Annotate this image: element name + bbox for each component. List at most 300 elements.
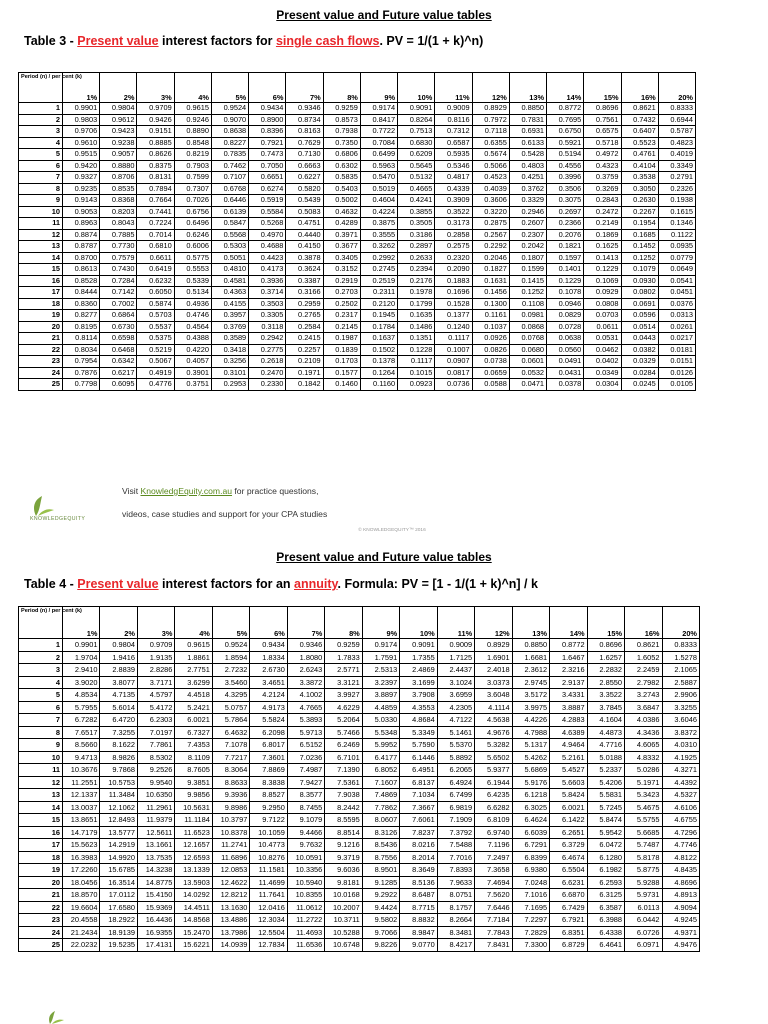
- factor-cell: 0.5553: [174, 264, 211, 276]
- factor-cell: 0.9901: [63, 103, 100, 115]
- factor-cell: 0.9143: [63, 195, 100, 207]
- factor-cell: 0.7350: [323, 137, 360, 149]
- column-header: 4%: [174, 73, 211, 103]
- factor-cell: 0.1821: [547, 241, 584, 253]
- table4-heading-mid: interest factors for an: [158, 577, 295, 591]
- factor-cell: 5.4262: [512, 751, 549, 764]
- factor-cell: 0.1300: [472, 298, 509, 310]
- period-cell: 23: [19, 356, 63, 368]
- factor-cell: 0.8396: [249, 126, 286, 138]
- factor-cell: 0.0703: [584, 310, 621, 322]
- column-header: 9%: [362, 607, 399, 639]
- factor-cell: 4.4518: [175, 689, 212, 702]
- factor-cell: 0.6227: [286, 172, 323, 184]
- factor-cell: 0.3624: [286, 264, 323, 276]
- column-header: 12%: [472, 73, 509, 103]
- factor-cell: 0.7938: [323, 126, 360, 138]
- factor-cell: 0.7599: [174, 172, 211, 184]
- factor-cell: 5.9952: [362, 739, 399, 752]
- period-cell: 2: [19, 114, 63, 126]
- column-header: 7%: [287, 607, 324, 639]
- factor-cell: 8.5436: [362, 839, 399, 852]
- factor-cell: 0.9610: [63, 137, 100, 149]
- table3-heading-prefix: Table 3 -: [24, 34, 78, 48]
- factor-cell: 11.0612: [287, 901, 324, 914]
- factor-cell: 6.8729: [550, 939, 587, 952]
- factor-cell: 0.1264: [360, 367, 397, 379]
- factor-cell: 10.4773: [250, 839, 287, 852]
- factor-cell: 5.4206: [587, 776, 624, 789]
- factor-cell: 13.7986: [212, 926, 249, 939]
- factor-cell: 0.7664: [137, 195, 174, 207]
- column-header: 20%: [662, 607, 700, 639]
- factor-cell: 0.5787: [658, 126, 695, 138]
- factor-cell: 0.1599: [509, 264, 546, 276]
- factor-cell: 10.5753: [100, 776, 137, 789]
- factor-cell: 9.9856: [175, 789, 212, 802]
- factor-cell: 0.9174: [362, 639, 399, 652]
- period-cell: 17: [19, 287, 63, 299]
- table-row: [19, 839, 700, 852]
- factor-cell: 9.1079: [287, 814, 324, 827]
- factor-cell: 3.4651: [250, 676, 287, 689]
- factor-cell: 0.5439: [286, 195, 323, 207]
- factor-cell: 0.1615: [658, 206, 695, 218]
- factor-cell: 0.1401: [547, 264, 584, 276]
- factor-cell: 4.2305: [437, 701, 474, 714]
- factor-cell: 0.0443: [621, 333, 658, 345]
- factor-cell: 4.1114: [475, 701, 512, 714]
- factor-cell: 4.4226: [512, 714, 549, 727]
- column-header: 8%: [325, 607, 362, 639]
- factor-cell: 7.0248: [512, 876, 549, 889]
- factor-cell: 8.7556: [362, 851, 399, 864]
- factor-cell: 7.0236: [287, 751, 324, 764]
- factor-cell: 3.6048: [475, 689, 512, 702]
- factor-cell: 0.2875: [472, 218, 509, 230]
- factor-cell: 0.3329: [509, 195, 546, 207]
- factor-cell: 0.0402: [584, 356, 621, 368]
- factor-cell: 3.6847: [625, 701, 662, 714]
- factor-cell: 0.2575: [435, 241, 472, 253]
- factor-cell: 2.9410: [63, 664, 100, 677]
- pv-annuity-table: [18, 606, 700, 952]
- factor-cell: 10.3676: [63, 764, 100, 777]
- factor-cell: 0.5303: [211, 241, 248, 253]
- period-cell: 20: [19, 321, 63, 333]
- column-header: 16%: [625, 607, 662, 639]
- table-row: [19, 701, 700, 714]
- factor-cell: 0.5568: [211, 229, 248, 241]
- factor-cell: 5.2421: [175, 701, 212, 714]
- factor-cell: 12.6593: [175, 851, 212, 864]
- factor-cell: 2.5771: [325, 664, 362, 677]
- factor-cell: 0.0560: [547, 344, 584, 356]
- factor-cell: 0.3875: [360, 218, 397, 230]
- table4-heading-red1: Present value: [77, 577, 159, 591]
- period-cell: 19: [19, 864, 63, 877]
- factor-cell: 0.5339: [174, 275, 211, 287]
- factor-cell: 0.6663: [286, 160, 323, 172]
- factor-cell: 4.3295: [212, 689, 249, 702]
- factor-cell: 17.4131: [137, 939, 174, 952]
- table-row: [19, 310, 696, 322]
- factor-cell: 0.0471: [509, 379, 546, 391]
- factor-cell: 0.3909: [435, 195, 472, 207]
- factor-cell: 3.6046: [662, 714, 700, 727]
- factor-cell: 8.5302: [137, 751, 174, 764]
- factor-cell: 6.4951: [400, 764, 437, 777]
- period-cell: 19: [19, 310, 63, 322]
- factor-cell: 16.3983: [63, 851, 100, 864]
- factor-cell: 4.7296: [662, 826, 700, 839]
- factor-cell: 3.2743: [625, 689, 662, 702]
- factor-cell: 13.1630: [212, 901, 249, 914]
- factor-cell: 11.3484: [100, 789, 137, 802]
- factor-cell: 0.2897: [398, 241, 435, 253]
- factor-cell: 0.8890: [174, 126, 211, 138]
- factor-cell: 0.8734: [286, 114, 323, 126]
- factor-cell: 0.2502: [323, 298, 360, 310]
- factor-cell: 8.1109: [175, 751, 212, 764]
- table-row: [19, 379, 696, 391]
- factor-cell: 0.2330: [249, 379, 286, 391]
- factor-cell: 0.9803: [63, 114, 100, 126]
- column-header: 10%: [400, 607, 437, 639]
- factor-cell: 0.6830: [398, 137, 435, 149]
- factor-cell: 0.3936: [249, 275, 286, 287]
- table-row: [19, 664, 700, 677]
- column-header: 1%: [63, 73, 100, 103]
- factor-cell: 0.0868: [509, 321, 546, 333]
- factor-cell: 0.6598: [100, 333, 137, 345]
- factor-cell: 6.6231: [550, 876, 587, 889]
- factor-cell: 1.6901: [475, 651, 512, 664]
- factor-cell: 11.1184: [175, 814, 212, 827]
- period-cell: 20: [19, 876, 63, 889]
- factor-cell: 0.3555: [360, 229, 397, 241]
- factor-cell: 6.7327: [175, 726, 212, 739]
- table4-header-row: [19, 607, 700, 639]
- factor-cell: 0.3855: [398, 206, 435, 218]
- factor-cell: 4.9676: [475, 726, 512, 739]
- table-row: [19, 298, 696, 310]
- visit-text: [122, 486, 319, 496]
- factor-cell: 2.6730: [250, 664, 287, 677]
- factor-cell: 0.5703: [137, 310, 174, 322]
- column-header: 20%: [658, 73, 695, 103]
- factor-cell: 0.7130: [286, 149, 323, 161]
- factor-cell: 16.4436: [137, 914, 174, 927]
- factor-cell: 0.6810: [137, 241, 174, 253]
- factor-cell: 9.7632: [287, 839, 324, 852]
- table-row: [19, 926, 700, 939]
- factor-cell: 0.4581: [211, 275, 248, 287]
- factor-cell: 7.1078: [212, 739, 249, 752]
- factor-cell: 5.8474: [587, 814, 624, 827]
- factor-cell: 0.8621: [621, 103, 658, 115]
- period-cell: 22: [19, 901, 63, 914]
- factor-cell: 7.3792: [437, 826, 474, 839]
- factor-cell: 0.1252: [621, 252, 658, 264]
- column-header: 6%: [249, 73, 286, 103]
- factor-cell: 0.0284: [621, 367, 658, 379]
- factor-cell: 0.8929: [472, 103, 509, 115]
- factor-cell: 0.0304: [584, 379, 621, 391]
- factor-cell: 0.1827: [472, 264, 509, 276]
- factor-cell: 0.8772: [547, 103, 584, 115]
- factor-cell: 6.7499: [437, 789, 474, 802]
- factor-cell: 0.8850: [509, 103, 546, 115]
- factor-cell: 0.8706: [100, 172, 137, 184]
- factor-cell: 0.2843: [584, 195, 621, 207]
- period-cell: 6: [19, 160, 63, 172]
- period-cell: 5: [19, 149, 63, 161]
- factor-cell: 4.0386: [625, 714, 662, 727]
- knowledgequity-logo: [22, 492, 92, 526]
- factor-cell: 0.7835: [211, 149, 248, 161]
- factor-cell: 9.4466: [287, 826, 324, 839]
- factor-cell: 0.1842: [286, 379, 323, 391]
- factor-cell: 7.8237: [400, 826, 437, 839]
- factor-cell: 0.0376: [658, 298, 695, 310]
- period-cell: 2: [19, 651, 63, 664]
- factor-cell: 0.8368: [100, 195, 137, 207]
- factor-cell: 0.3714: [249, 287, 286, 299]
- factor-cell: 0.3220: [472, 206, 509, 218]
- factor-cell: 7.3658: [475, 864, 512, 877]
- factor-cell: 12.3034: [250, 914, 287, 927]
- factor-cell: 0.8963: [63, 218, 100, 230]
- table-row: [19, 126, 696, 138]
- factor-cell: 0.2311: [360, 287, 397, 299]
- factor-cell: 4.6229: [325, 701, 362, 714]
- factor-cell: 4.2124: [250, 689, 287, 702]
- factor-cell: 0.4823: [658, 137, 695, 149]
- factor-cell: 0.6944: [658, 114, 695, 126]
- factor-cell: 4.1002: [287, 689, 324, 702]
- knowledgequity-link[interactable]: KnowledgEquity.com.au: [140, 486, 233, 496]
- factor-cell: 6.4674: [550, 851, 587, 864]
- factor-cell: 0.5874: [137, 298, 174, 310]
- factor-cell: 0.7921: [249, 137, 286, 149]
- factor-cell: 5.1317: [512, 739, 549, 752]
- factor-cell: 5.5824: [250, 714, 287, 727]
- factor-cell: 5.5348: [362, 726, 399, 739]
- table-row: [19, 726, 700, 739]
- factor-cell: 0.1460: [323, 379, 360, 391]
- factor-cell: 2.2459: [625, 664, 662, 677]
- factor-cell: 0.8696: [584, 103, 621, 115]
- factor-cell: 0.2946: [509, 206, 546, 218]
- factor-cell: 0.4665: [398, 183, 435, 195]
- factor-cell: 0.8874: [63, 229, 100, 241]
- factor-cell: 7.8431: [475, 939, 512, 952]
- table-row: [19, 206, 696, 218]
- factor-cell: 0.4323: [584, 160, 621, 172]
- table4-heading-suffix: . Formula: PV = [1 - 1/(1 + k)^n] / k: [337, 577, 538, 591]
- factor-cell: 10.8378: [212, 826, 249, 839]
- factor-cell: 8.5595: [325, 814, 362, 827]
- factor-cell: 6.4624: [512, 814, 549, 827]
- factor-cell: 5.2064: [325, 714, 362, 727]
- factor-cell: 10.3356: [287, 864, 324, 877]
- period-cell: 10: [19, 751, 63, 764]
- factor-cell: 0.0926: [472, 333, 509, 345]
- factor-cell: 0.6768: [211, 183, 248, 195]
- column-header: 13%: [509, 73, 546, 103]
- factor-cell: 0.1971: [286, 367, 323, 379]
- factor-cell: 5.0188: [587, 751, 624, 764]
- period-cell: 4: [19, 676, 63, 689]
- factor-cell: 0.3505: [398, 218, 435, 230]
- factor-cell: 5.7466: [325, 726, 362, 739]
- factor-cell: 4.2883: [550, 714, 587, 727]
- factor-cell: 8.7455: [287, 801, 324, 814]
- factor-cell: 0.8333: [658, 103, 695, 115]
- factor-cell: 0.2630: [621, 195, 658, 207]
- factor-cell: 0.0349: [584, 367, 621, 379]
- factor-cell: 0.2992: [360, 252, 397, 264]
- factor-cell: 0.8116: [435, 114, 472, 126]
- factor-cell: 0.1631: [472, 275, 509, 287]
- factor-cell: 0.2257: [286, 344, 323, 356]
- factor-cell: 6.7921: [550, 914, 587, 927]
- factor-cell: 0.0151: [658, 356, 695, 368]
- factor-cell: 4.7746: [662, 839, 700, 852]
- factor-cell: 6.4338: [587, 926, 624, 939]
- factor-cell: 7.9427: [287, 776, 324, 789]
- factor-cell: 5.4527: [550, 764, 587, 777]
- factor-cell: 0.8929: [475, 639, 512, 652]
- factor-cell: 0.9151: [137, 126, 174, 138]
- column-header: 9%: [360, 73, 397, 103]
- factor-cell: 0.5019: [360, 183, 397, 195]
- factor-cell: 0.6342: [100, 356, 137, 368]
- factor-cell: 0.3769: [211, 321, 248, 333]
- factor-cell: 0.5820: [286, 183, 323, 195]
- factor-cell: 0.5134: [174, 287, 211, 299]
- factor-cell: 0.3506: [547, 183, 584, 195]
- factor-cell: 7.3601: [250, 751, 287, 764]
- factor-cell: 6.9740: [475, 826, 512, 839]
- factor-cell: 0.4057: [174, 356, 211, 368]
- factor-cell: 0.1252: [509, 287, 546, 299]
- factor-cell: 2.7751: [175, 664, 212, 677]
- table-row: [19, 321, 696, 333]
- factor-cell: 0.5428: [509, 149, 546, 161]
- factor-cell: 7.5488: [437, 839, 474, 852]
- factor-cell: 0.1122: [658, 229, 695, 241]
- factor-cell: 10.3711: [325, 914, 362, 927]
- factor-cell: 0.3503: [249, 298, 286, 310]
- factor-cell: 2.5313: [362, 664, 399, 677]
- factor-cell: 5.0286: [625, 764, 662, 777]
- factor-cell: 0.7695: [547, 114, 584, 126]
- factor-cell: 0.6931: [509, 126, 546, 138]
- factor-cell: 0.5194: [547, 149, 584, 161]
- factor-cell: 0.9515: [63, 149, 100, 161]
- column-header: 11%: [437, 607, 474, 639]
- factor-cell: 0.5268: [249, 218, 286, 230]
- column-header: 12%: [475, 607, 512, 639]
- factor-cell: 0.0907: [435, 356, 472, 368]
- factor-cell: 6.1218: [512, 789, 549, 802]
- factor-cell: 0.4776: [137, 379, 174, 391]
- factor-cell: 14.0292: [175, 889, 212, 902]
- factor-cell: 4.9464: [550, 739, 587, 752]
- table-row: [19, 689, 700, 702]
- factor-cell: 0.4817: [435, 172, 472, 184]
- factor-cell: 0.9612: [100, 114, 137, 126]
- factor-cell: 0.0491: [547, 356, 584, 368]
- factor-cell: 5.5370: [437, 739, 474, 752]
- factor-cell: 0.3118: [249, 321, 286, 333]
- factor-cell: 0.0382: [621, 344, 658, 356]
- factor-cell: 0.4746: [174, 310, 211, 322]
- factor-cell: 11.6523: [175, 826, 212, 839]
- factor-cell: 0.2042: [509, 241, 546, 253]
- factor-cell: 0.0245: [621, 379, 658, 391]
- factor-cell: 0.6274: [249, 183, 286, 195]
- factor-cell: 0.9174: [360, 103, 397, 115]
- factor-cell: 17.0112: [100, 889, 137, 902]
- factor-cell: 0.5674: [472, 149, 509, 161]
- table-row: [19, 172, 696, 184]
- factor-cell: 0.8203: [100, 206, 137, 218]
- factor-cell: 0.8626: [137, 149, 174, 161]
- factor-cell: 16.9355: [137, 926, 174, 939]
- factor-cell: 0.0802: [621, 287, 658, 299]
- factor-cell: 7.7184: [475, 914, 512, 927]
- factor-cell: 0.0691: [621, 298, 658, 310]
- factor-cell: 0.1978: [398, 287, 435, 299]
- factor-cell: 0.3878: [286, 252, 323, 264]
- factor-cell: 5.9731: [625, 889, 662, 902]
- column-header: 15%: [587, 607, 624, 639]
- factor-cell: 0.4440: [286, 229, 323, 241]
- factor-cell: 0.1229: [547, 275, 584, 287]
- factor-cell: 6.4177: [362, 751, 399, 764]
- factor-cell: 0.1229: [584, 264, 621, 276]
- factor-cell: 0.6864: [100, 310, 137, 322]
- factor-cell: 0.4339: [435, 183, 472, 195]
- factor-cell: 0.7014: [137, 229, 174, 241]
- factor-cell: 5.0757: [212, 701, 249, 714]
- factor-cell: 8.0607: [362, 814, 399, 827]
- table-row: [19, 814, 700, 827]
- table-row: [19, 275, 696, 287]
- factor-cell: 0.3762: [509, 183, 546, 195]
- factor-cell: 0.0768: [509, 333, 546, 345]
- factor-cell: 0.1007: [435, 344, 472, 356]
- table-row: [19, 676, 700, 689]
- factor-cell: 12.5504: [250, 926, 287, 939]
- table-row: [19, 218, 696, 230]
- factor-cell: 0.1037: [472, 321, 509, 333]
- factor-cell: 0.0541: [658, 275, 695, 287]
- factor-cell: 6.2593: [587, 876, 624, 889]
- factor-cell: 8.2014: [400, 851, 437, 864]
- factor-cell: 0.2176: [398, 275, 435, 287]
- table3-heading-red2: single cash flows: [275, 34, 380, 48]
- factor-cell: 5.7487: [625, 839, 662, 852]
- factor-cell: 8.6487: [400, 889, 437, 902]
- column-header: 5%: [211, 73, 248, 103]
- factor-cell: 1.7355: [400, 651, 437, 664]
- period-cell: 18: [19, 851, 63, 864]
- factor-cell: 5.3893: [287, 714, 324, 727]
